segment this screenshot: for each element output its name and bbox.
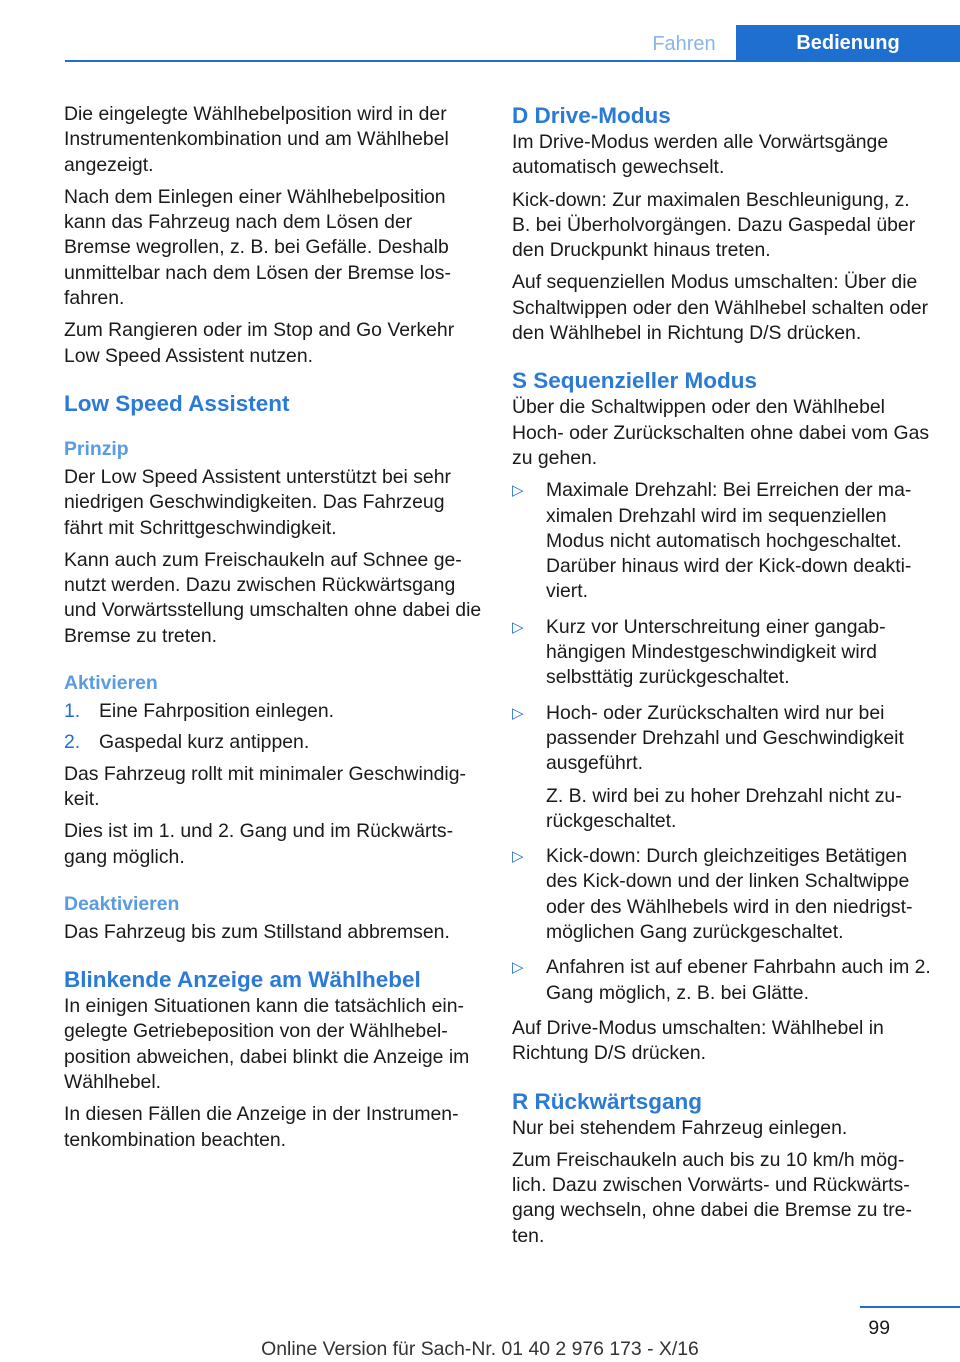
paragraph: In diesen Fällen die Anzeige in der Instrumentenkombination beachten. bbox=[64, 1103, 459, 1151]
tab-bedienung[interactable]: Bedienung bbox=[736, 25, 960, 62]
bullet-text: Maximale Drehzahl: Bei Erreichen der maximalen Drehzahl wird im sequenziellen Modus nicht automatisch hochgeschaltet. Darüber hinaus wird der Kick-down deaktiviert. bbox=[546, 479, 912, 603]
step-number: 2. bbox=[64, 731, 81, 754]
section-heading-drive-modus: D Drive-Modus bbox=[512, 103, 671, 128]
triangle-bullet-icon: ▷ bbox=[512, 848, 524, 866]
list-item bbox=[512, 478, 932, 604]
paragraph: Das Fahrzeug bis zum Stillstand abbremsen. bbox=[64, 920, 450, 943]
subheading-prinzip: Prinzip bbox=[64, 437, 129, 460]
paragraph: Kick-down: Zur maximalen Beschleunigung, z. B. bei Überholvorgängen. Dazu Gaspedal über den Druckpunkt hinaus treten. bbox=[512, 188, 916, 262]
list-item bbox=[64, 699, 482, 724]
bullet-note: Z. B. wird bei zu hoher Drehzahl nicht zurückgeschaltet. bbox=[546, 784, 902, 832]
paragraph: Über die Schaltwippen oder den Wählhebel Hoch- oder Zurückschalten ohne dabei vom Gas zu gehen. bbox=[512, 396, 930, 469]
bullet-text: Kick-down: Durch gleichzeitiges Betätigen des Kick-down und der linken Schaltwippe oder des Wählhebels wird in den niedrigstmöglichen Gang zurückgeschaltet. bbox=[546, 845, 913, 944]
right-column bbox=[512, 102, 932, 1256]
triangle-bullet-icon: ▷ bbox=[512, 704, 524, 722]
list-item bbox=[512, 955, 932, 1006]
paragraph: Dies ist im 1. und 2. Gang und im Rückwärtsgang möglich. bbox=[64, 820, 454, 868]
paragraph: Nach dem Einlegen einer Wählhebelposition kann das Fahrzeug nach dem Lösen der Bremse wegrollen, z. B. bei Gefälle. Deshalb unmittelbar nach dem Lösen der Bremse losfahren. bbox=[64, 185, 451, 310]
paragraph: In einigen Situationen kann die tatsächlich eingelegte Getriebeposition von der Wählhebelposition abweichen, dabei blinkt die Anzeige im Wählhebel. bbox=[64, 995, 470, 1094]
paragraph: Kann auch zum Freischaukeln auf Schnee genutzt werden. Dazu zwischen Rückwärtsgang und Vorwärtsstellung umschalten ohne dabei die Bremse zu treten. bbox=[64, 548, 482, 647]
bullet-text: Hoch- oder Zurückschalten wird nur bei passender Drehzahl und Geschwindigkeit ausgeführt. bbox=[546, 701, 904, 775]
paragraph: Der Low Speed Assistent unterstützt bei sehr niedrigen Geschwindigkeiten. Das Fahrzeug fährt mit Schrittgeschwindigkeit. bbox=[64, 465, 451, 539]
paragraph: Auf Drive-Modus umschalten: Wählhebel in Richtung D/S drücken. bbox=[512, 1016, 884, 1065]
list-item bbox=[512, 615, 932, 691]
paragraph: Im Drive-Modus werden alle Vorwärtsgänge automatisch gewechselt. bbox=[512, 131, 889, 179]
tab-fahren[interactable]: Fahren bbox=[652, 32, 716, 55]
section-heading-sequenzieller-modus: S Sequenzieller Modus bbox=[512, 368, 758, 394]
paragraph: Zum Rangieren oder im Stop and Go Verkehr Low Speed Assistent nutzen. bbox=[64, 319, 455, 367]
paragraph: Nur bei stehendem Fahrzeug einlegen. bbox=[512, 1116, 848, 1139]
footer-rule bbox=[860, 1306, 960, 1308]
triangle-bullet-icon: ▷ bbox=[512, 959, 524, 977]
triangle-bullet-icon: ▷ bbox=[512, 618, 524, 636]
page-number: 99 bbox=[868, 1317, 890, 1339]
steps-list bbox=[64, 699, 482, 756]
bullet-list bbox=[512, 478, 932, 1006]
paragraph: Auf sequenziellen Modus umschalten: Über die Schaltwippen oder den Wählhebel schalten oder den Wählhebel in Richtung D/S drücken. bbox=[512, 271, 929, 345]
section-heading-low-speed: Low Speed Assistent bbox=[64, 390, 290, 416]
paragraph: Das Fahrzeug rollt mit minimaler Geschwindigkeit. bbox=[64, 762, 466, 810]
header-rule bbox=[65, 60, 960, 62]
step-text: Gaspedal kurz antippen. bbox=[99, 731, 310, 754]
subheading-aktivieren: Aktivieren bbox=[64, 672, 158, 695]
section-heading-blinkende-anzeige: Blinkende Anzeige am Wählhebel bbox=[64, 967, 421, 993]
list-item bbox=[64, 730, 482, 755]
step-number: 1. bbox=[64, 700, 81, 723]
footer-text: Online Version für Sach-Nr. 01 40 2 976 173 - X/16 bbox=[261, 1338, 699, 1360]
bullet-text: Kurz vor Unterschreitung einer gangabhängigen Mindestgeschwindigkeit wird selbsttätig zurückgeschaltet. bbox=[546, 615, 886, 689]
step-text: Eine Fahrposition einlegen. bbox=[99, 700, 334, 723]
list-item bbox=[512, 844, 932, 945]
section-heading-rueckwaertsgang: R Rückwärtsgang bbox=[512, 1088, 703, 1114]
paragraph: Zum Freischaukeln auch bis zu 10 km/h möglich. Dazu zwischen Vorwärts- und Rückwärtsgang wechseln, ohne dabei die Bremse zu treten. bbox=[512, 1148, 912, 1247]
list-item bbox=[512, 701, 932, 834]
triangle-bullet-icon: ▷ bbox=[512, 482, 524, 500]
subheading-deaktivieren: Deaktivieren bbox=[64, 892, 180, 915]
left-column bbox=[64, 102, 482, 1160]
paragraph: Die eingelegte Wählhebelposition wird in der Instrumentenkombination und am Wählhebel angezeigt. bbox=[64, 103, 449, 176]
bullet-text: Anfahren ist auf ebener Fahrbahn auch im 2. Gang möglich, z. B. bei Glätte. bbox=[546, 956, 931, 1004]
